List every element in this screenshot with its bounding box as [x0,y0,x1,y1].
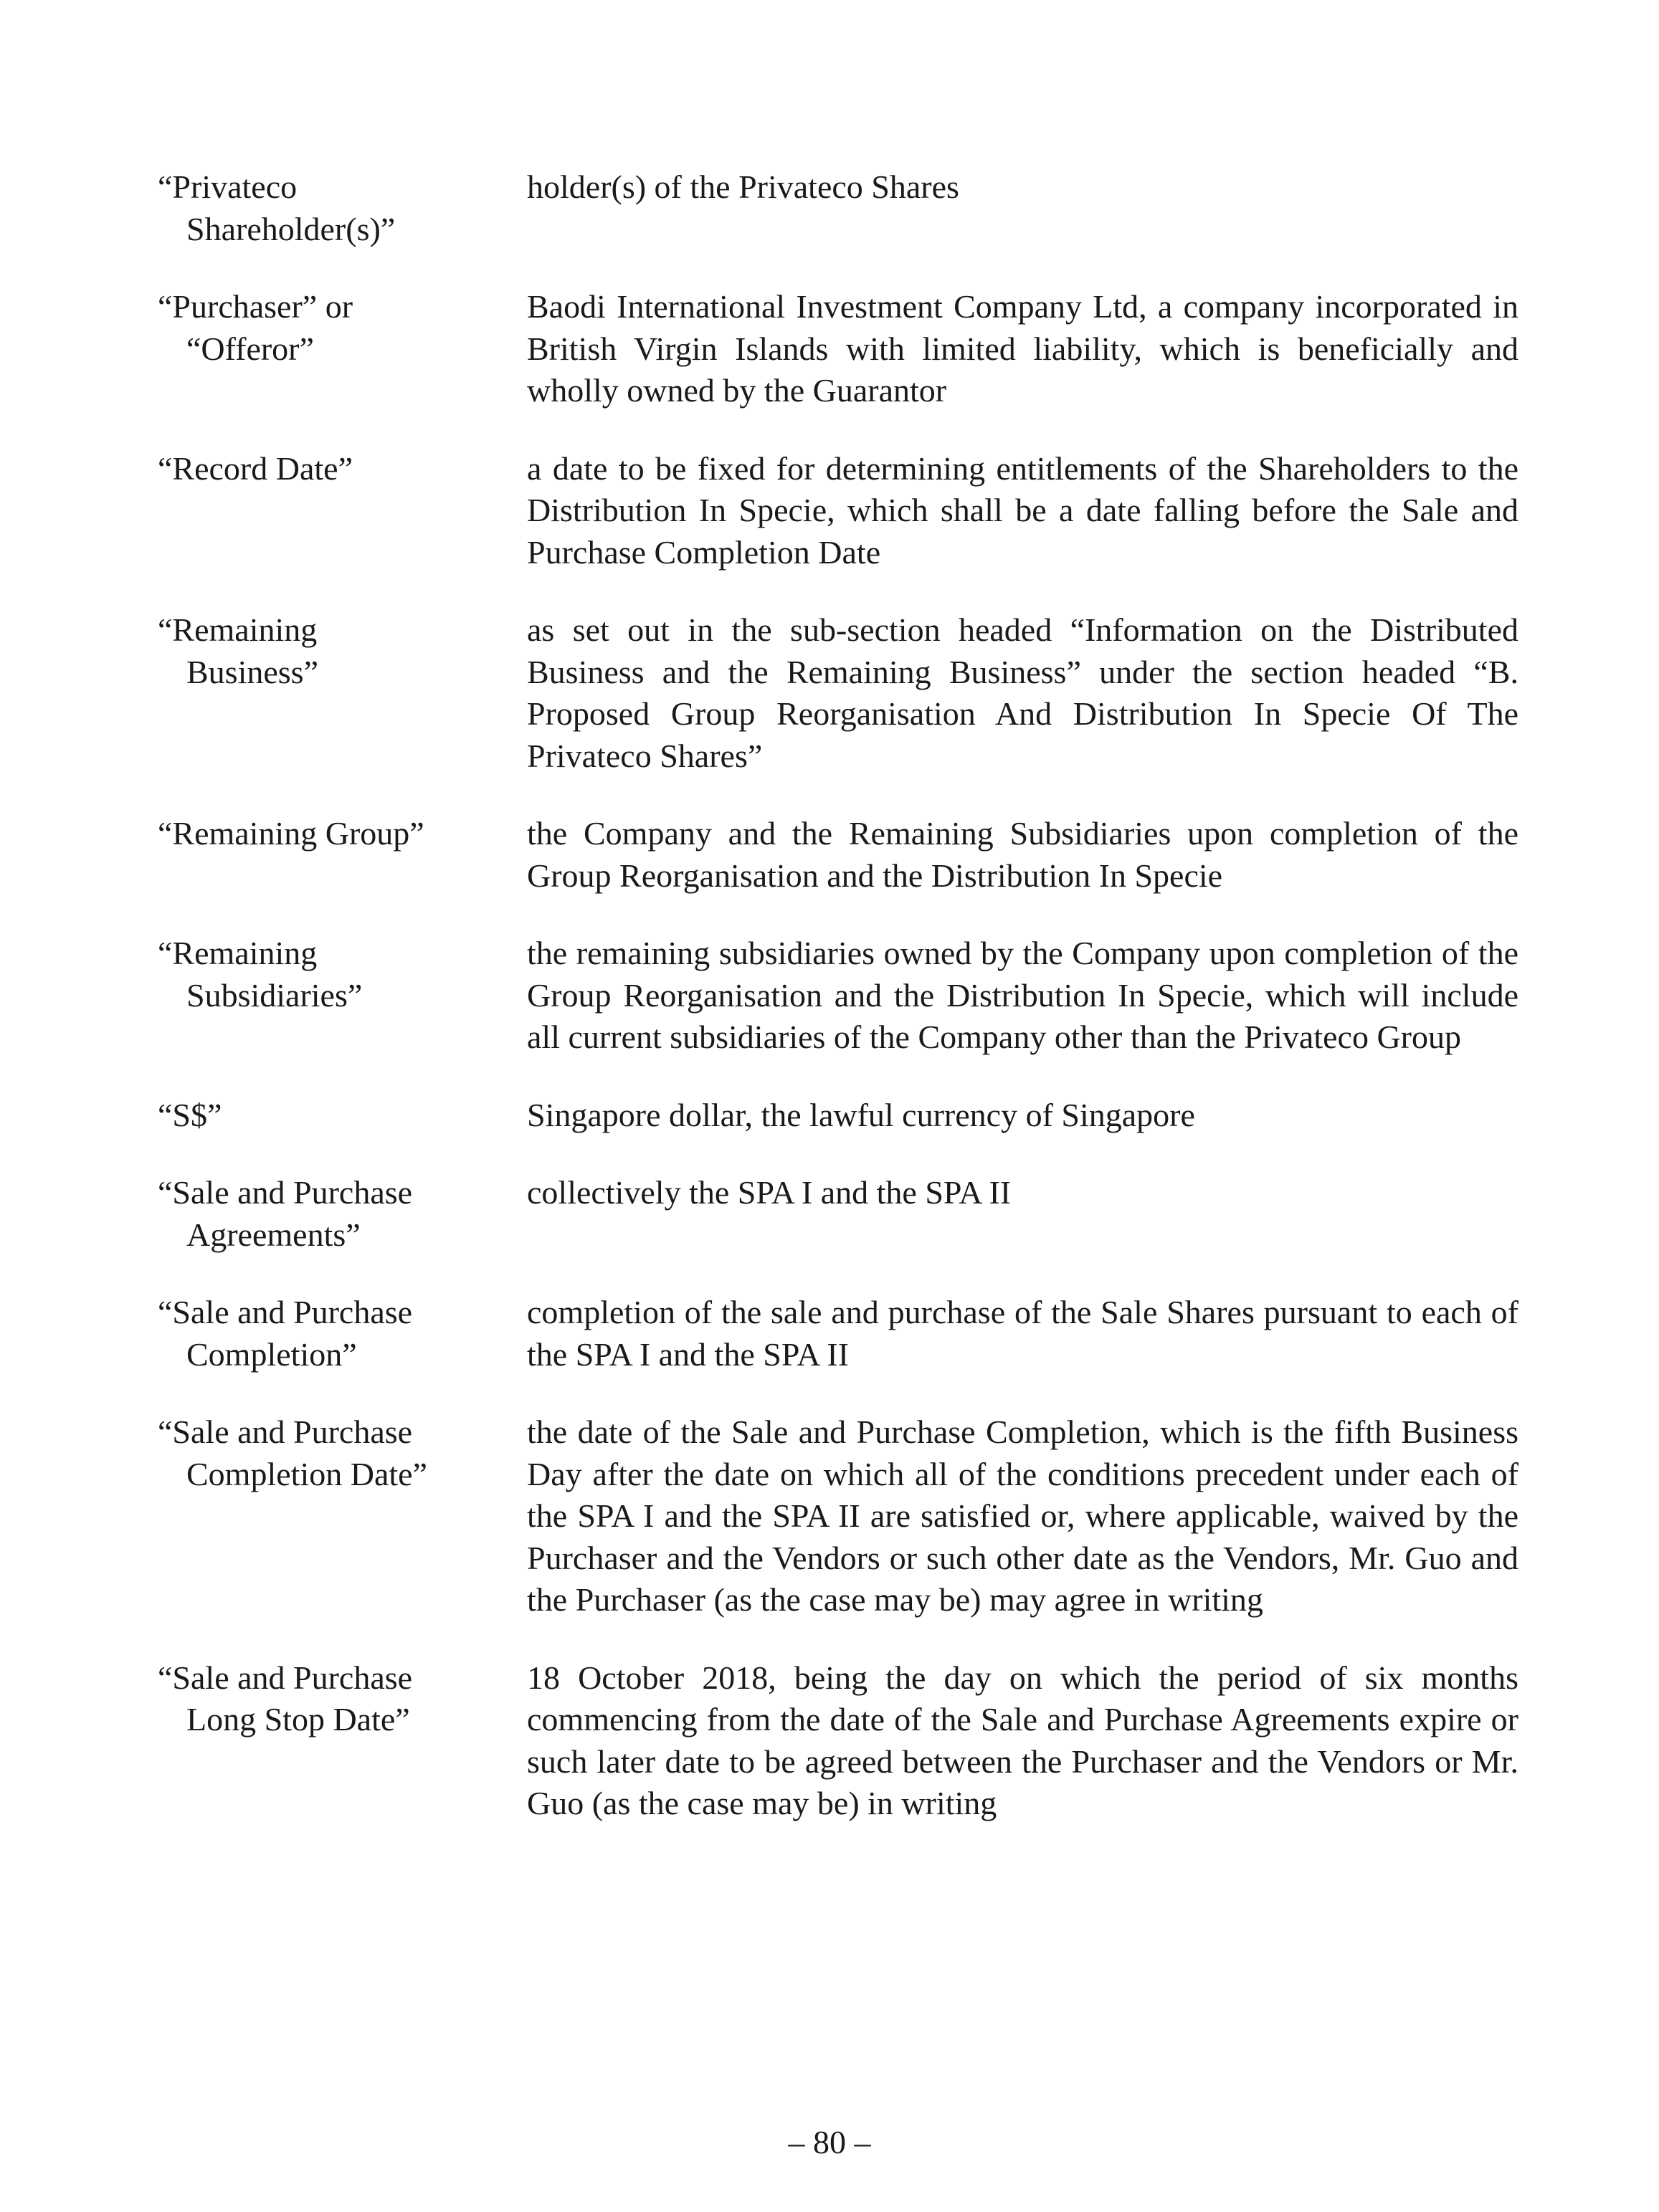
definition-term: “Sale and Purchase Long Stop Date” [158,1659,413,1737]
definition-term: “Privateco Shareholder(s)” [158,168,396,247]
definition-term: “Record Date” [158,449,353,487]
definition-text: Singapore dollar, the lawful currency of Singapore [527,1096,1195,1133]
definition-text: collectively the SPA I and the SPA II [527,1174,1012,1211]
definition-term: “Remaining Business” [158,611,318,690]
definition-entry [158,1095,1518,1137]
page-number: – 80 – [788,2124,871,2160]
definition-entry [158,1172,1518,1256]
definition-text: holder(s) of the Privateco Shares [527,168,959,205]
definition-term: “Purchaser” or “Offeror” [158,288,353,367]
definition-term: “Remaining Subsidiaries” [158,935,363,1014]
definition-entry [158,1292,1518,1376]
definition-text: 18 October 2018, being the day on which the period of six months commencing from the date of the Sale and Purchase Agreements expire or such later date to be agreed between the Purchaser and the Vendors or Mr. Guo (as the case may be) in writing [527,1659,1518,1821]
definition-entry [158,286,1518,412]
definitions-list [158,166,1518,1861]
definition-entry [158,609,1518,777]
definition-term: “Sale and Purchase Completion” [158,1294,413,1373]
definition-text: Baodi International Investment Company Ltd, a company incorporated in British Virgin Islands with limited liability, which is beneficially and wholly owned by the Guarantor [527,288,1518,409]
definition-entry [158,448,1518,574]
definition-entry [158,933,1518,1059]
definition-text: the Company and the Remaining Subsidiaries upon completion of the Group Reorganisation and the Distribution In Specie [527,815,1518,894]
definition-text: as set out in the sub-section headed “Information on the Distributed Business and the Remaining Business” under the section headed “B. Proposed Group Reorganisation And Distribution In Specie Of The Privateco Shares” [527,611,1518,774]
definition-text: the remaining subsidiaries owned by the Company upon completion of the Group Reorganisation and the Distribution In Specie, which will include all current subsidiaries of the Company other than the Privateco Group [527,935,1518,1055]
definition-text: completion of the sale and purchase of the Sale Shares pursuant to each of the SPA I and the SPA II [527,1294,1518,1373]
definition-entry [158,1411,1518,1621]
definition-term: “Remaining Group” [158,815,424,852]
definition-entry [158,166,1518,250]
definition-term: “S$” [158,1096,222,1133]
definition-term: “Sale and Purchase Agreements” [158,1174,413,1253]
definition-term: “Sale and Purchase Completion Date” [158,1414,427,1492]
definition-entry [158,1657,1518,1825]
definition-text: a date to be fixed for determining entitlements of the Shareholders to the Distribution In Specie, which shall be a date falling before the Sale and Purchase Completion Date [527,449,1518,571]
definition-entry [158,813,1518,897]
definition-text: the date of the Sale and Purchase Completion, which is the fifth Business Day after the date on which all of the conditions precedent under each of the SPA I and the SPA II are satisfied or, where applicable, waived by the Purchaser and the Vendors or such other date as the Vendors, Mr. Guo and the Purchaser (as the case may be) may agree in writing [527,1414,1518,1618]
